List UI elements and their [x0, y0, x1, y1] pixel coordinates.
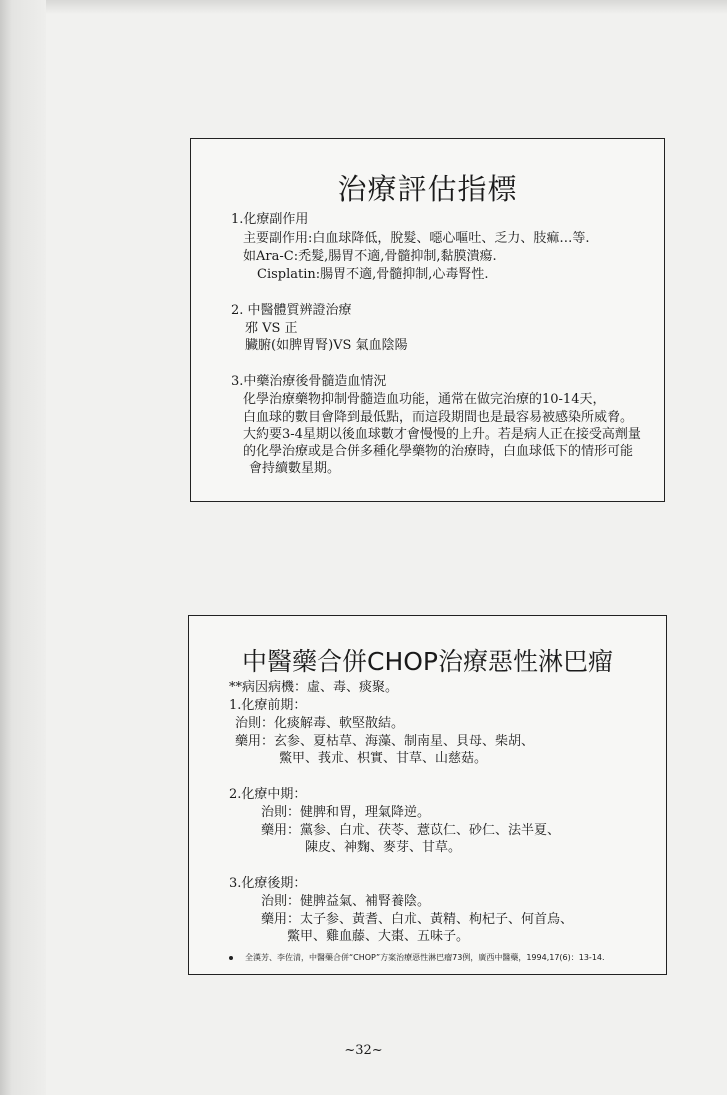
stage-heading: 1.化療前期： — [229, 698, 307, 713]
text-line: 白血球的數目會降到最低點，而這段期間也是最容易被感染所威脅。 — [243, 410, 634, 425]
slide-treatment-evaluation — [190, 138, 665, 502]
drugs-line: 鱉甲、雞血藤、大棗、五味子。 — [287, 929, 470, 944]
drugs-line: 藥用：黨参、白朮、茯苓、薏苡仁、砂仁、法半夏、 — [261, 823, 561, 838]
page-number: ~32~ — [344, 1043, 383, 1058]
text-line: 的化學治療或是合併多種化學藥物的治療時，白血球低下的情形可能 — [243, 444, 634, 459]
text-line: 如Ara-C:禿髮,腸胃不適,骨髓抑制,黏膜潰瘍. — [243, 249, 497, 264]
bullet-icon — [229, 956, 233, 960]
text-line: 邪 VS 正 — [245, 321, 298, 336]
section-heading: 1.化療副作用 — [231, 212, 309, 227]
page-shadow-top — [0, 0, 727, 14]
drugs-line: 鱉甲、莪朮、枳實、甘草、山慈菇。 — [279, 751, 488, 766]
text-line: Cisplatin:腸胃不適,骨髓抑制,心毒腎性. — [257, 267, 489, 282]
section-heading: 3.中藥治療後骨髓造血情況 — [231, 374, 387, 389]
text-line: 會持續數星期。 — [249, 461, 341, 476]
slide-title: 治療評估指標 — [337, 172, 518, 206]
principle-line: 治則：化痰解毒、軟堅散結。 — [235, 716, 405, 731]
slide-chop-lymphoma — [188, 615, 667, 975]
page-shadow-left — [0, 0, 46, 1095]
text-line: 臟腑(如脾胃腎)VS 氣血陰陽 — [245, 338, 408, 353]
principle-line: 治則：健脾和胃，理氣降逆。 — [261, 805, 431, 820]
text-line: 大約要3-4星期以後血球數才會慢慢的上升。若是病人正在接受高劑量 — [243, 427, 641, 442]
principle-line: 治則：健脾益氣、補腎養陰。 — [261, 894, 431, 909]
section-heading: 2. 中醫體質辨證治療 — [231, 303, 352, 318]
text-line: 主要副作用:白血球降低，脫髮、噁心嘔吐、乏力、肢痲…等. — [243, 231, 590, 246]
etiology-line: **病因病機：虛、毒、痰聚。 — [229, 680, 399, 695]
stage-heading: 2.化療中期： — [229, 787, 307, 802]
stage-heading: 3.化療後期： — [229, 876, 307, 891]
drugs-line: 陳皮、神麴、麥芽、甘草。 — [305, 840, 462, 855]
slide-title: 中醫藥合併CHOP治療惡性淋巴瘤 — [241, 647, 613, 676]
reference-note: 全漢芳、李佐清，中醫藥合併“CHOP”方案治療惡性淋巴瘤73例，廣西中醫藥，1994,17(6)：13-14. — [245, 953, 605, 962]
drugs-line: 藥用：玄参、夏枯草、海藻、制南星、貝母、柴胡、 — [235, 734, 535, 749]
text-line: 化學治療藥物抑制骨髓造血功能，通常在做完治療的10-14天， — [243, 392, 606, 407]
drugs-line: 藥用：太子参、黃耆、白朮、黃精、枸杞子、何首烏、 — [261, 912, 574, 927]
